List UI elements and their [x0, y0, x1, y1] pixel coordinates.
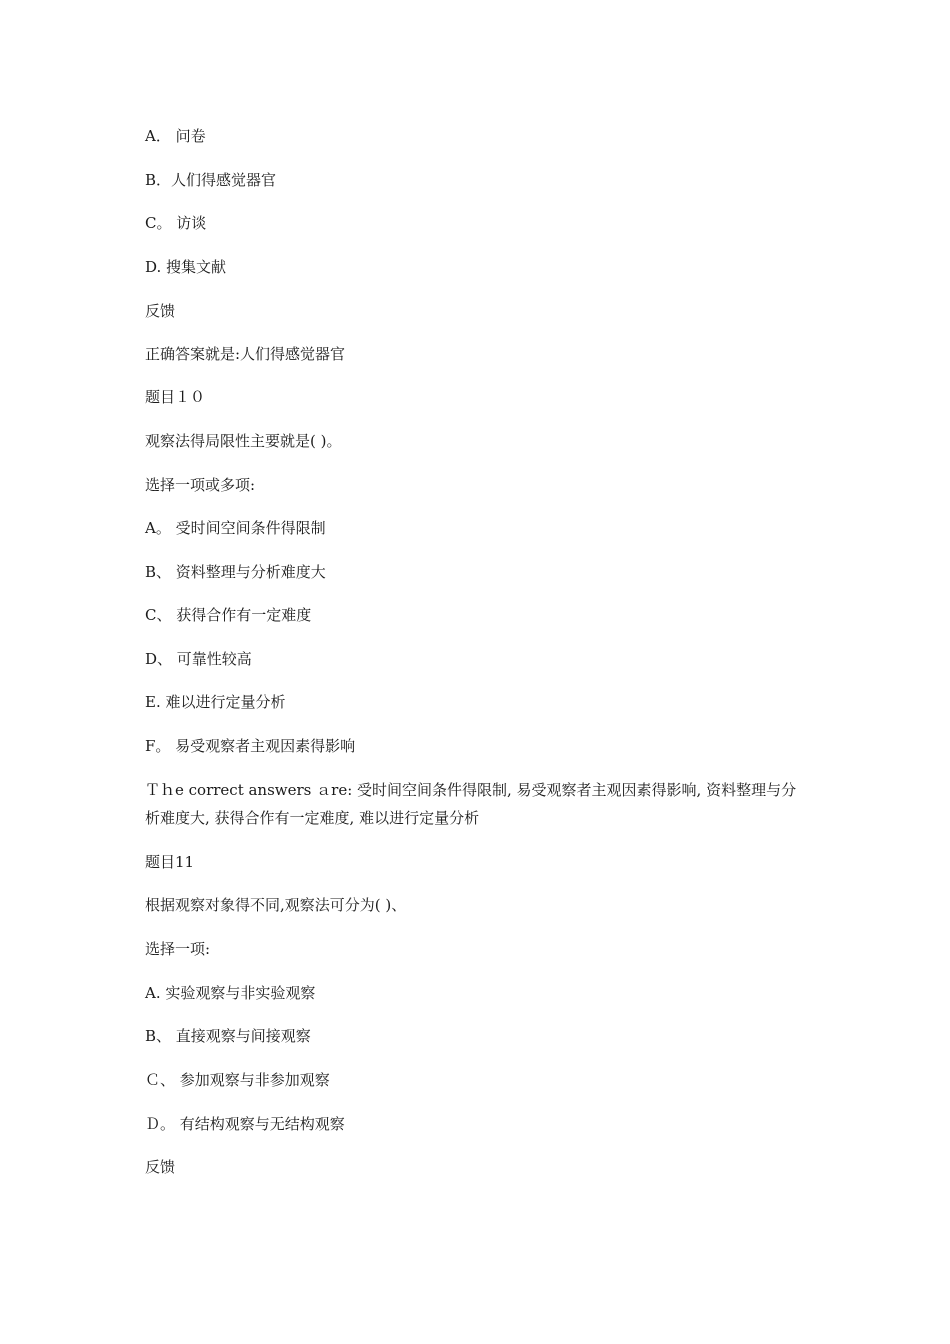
q9-option-c: C。 访谈	[145, 214, 207, 232]
q10-option-a: A。 受时间空间条件得限制	[145, 519, 326, 537]
q10-option-c: C、 获得合作有一定难度	[145, 606, 312, 624]
q11-title: 题目11	[145, 853, 195, 871]
q10-title: 题目１０	[145, 388, 206, 406]
q11-option-a: A. 实验观察与非实验观察	[145, 984, 316, 1002]
q10-option-d: D、 可靠性较高	[145, 650, 252, 668]
q10-option-e: E. 难以进行定量分析	[145, 693, 286, 711]
q11-feedback-label: 反馈	[145, 1158, 176, 1176]
q11-option-c: Ｃ、 参加观察与非参加观察	[145, 1071, 330, 1089]
q9-option-a: A． 问卷	[145, 127, 206, 145]
q9-option-d: D. 搜集文献	[145, 258, 227, 276]
q11-option-b: B、 直接观察与间接观察	[145, 1027, 311, 1045]
q9-option-b: B．人们得感觉器官	[145, 171, 277, 189]
q11-instruction: 选择一项:	[145, 940, 211, 958]
q11-stem: 根据观察对象得不同,观察法可分为( )、	[145, 896, 407, 914]
q10-stem: 观察法得局限性主要就是( )。	[145, 432, 342, 450]
q11-option-d: Ｄ。 有结构观察与无结构观察	[145, 1115, 345, 1133]
q10-correct-answers: Ｔｈe correct answers ａre: 受时间空间条件得限制, 易受观察者主观因素得影响, 资料整理与分析难度大, 获得合作有一定难度, 难以进行定量分析	[145, 781, 797, 827]
q9-correct-answer: 正确答案就是:人们得感觉器官	[145, 345, 346, 363]
q9-feedback-label: 反馈	[145, 302, 176, 320]
q10-option-b: B、 资料整理与分析难度大	[145, 563, 326, 581]
q10-instruction: 选择一项或多项:	[145, 476, 256, 494]
q10-option-f: F。 易受观察者主观因素得影响	[145, 737, 356, 755]
